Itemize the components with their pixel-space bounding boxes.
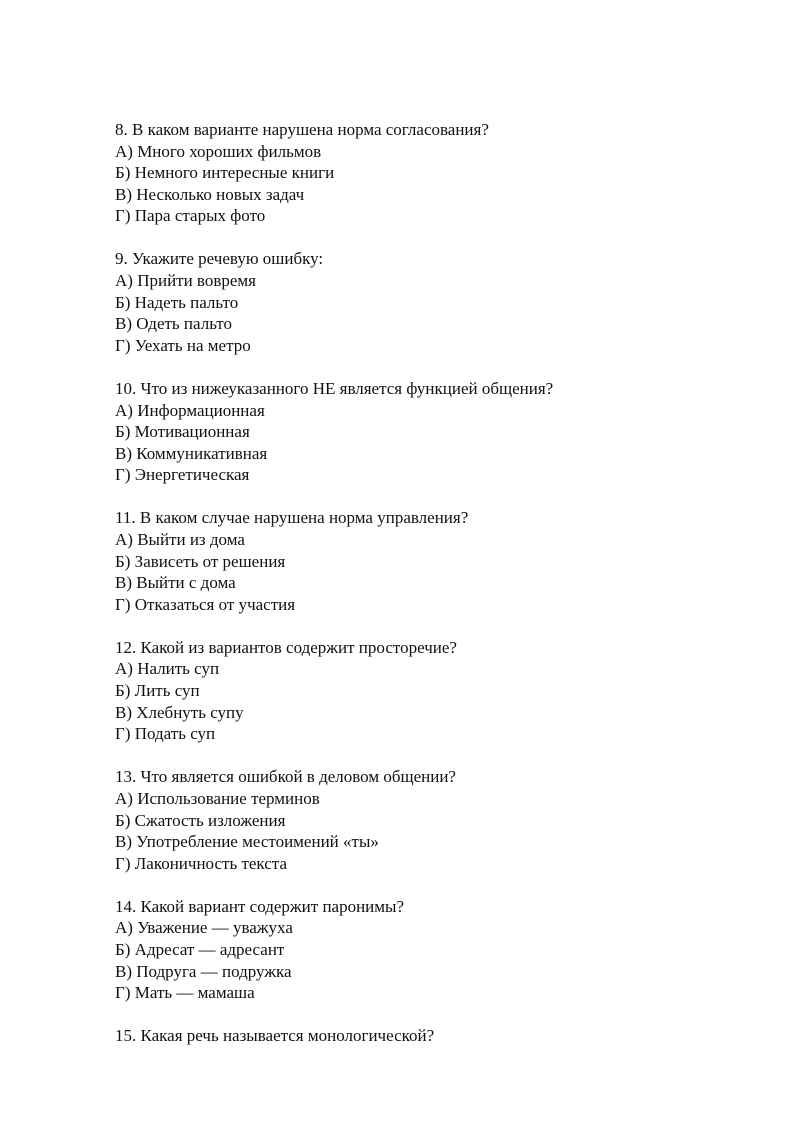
question-14 [115,896,735,1004]
answer-option-b: Б) Лить суп [115,681,200,701]
answer-option-a: А) Налить суп [115,659,220,679]
answer-option-g: Г) Уехать на метро [115,335,251,355]
question-text: 8. В каком варианте нарушена норма согласования? [115,120,489,139]
question-text: 12. Какой из вариантов содержит просторечие? [115,637,457,657]
answer-option-b: Б) Сжатость изложения [115,810,286,830]
answer-option-v: В) Коммуникативная [115,443,268,463]
answer-option-v: В) Подруга — подружка [115,961,292,981]
answer-option-a: А) Уважение — уважуха [115,918,293,938]
answer-option-b: Б) Надеть пальто [115,292,239,312]
question-text: 10. Что из нижеуказанного НЕ является функцией общения? [115,378,554,398]
question-11 [115,507,735,615]
answer-option-a: А) Информационная [115,400,265,420]
answer-option-g: Г) Лаконичность текста [115,853,287,873]
answer-option-v: В) Употребление местоимений «ты» [115,832,379,852]
question-13 [115,766,735,874]
question-text: 11. В каком случае нарушена норма управления? [115,508,469,528]
answer-option-a: А) Использование терминов [115,788,320,808]
question-15 [115,1025,735,1047]
question-8 [115,119,735,227]
answer-option-b: Б) Мотивационная [115,422,250,442]
answer-option-g: Г) Энергетическая [115,465,250,485]
question-text: 15. Какая речь называется монологической? [115,1026,435,1046]
answer-option-a: А) Прийти вовремя [115,271,256,291]
answer-option-b: Б) Немного интересные книги [115,163,335,183]
question-text: 14. Какой вариант содержит паронимы? [115,896,405,916]
answer-option-v: В) Одеть пальто [115,314,233,334]
question-9 [115,248,735,356]
answer-option-b: Б) Адресат — адресант [115,940,285,959]
answer-option-v: В) Несколько новых задач [115,184,305,204]
question-text: 13. Что является ошибкой в деловом общении? [115,767,456,787]
question-list [115,119,735,1068]
answer-option-v: В) Выйти с дома [115,573,236,593]
answer-option-g: Г) Мать — мамаша [115,983,255,1003]
answer-option-g: Г) Отказаться от участия [115,594,296,614]
question-10 [115,378,735,486]
answer-option-g: Г) Подать суп [115,724,216,744]
answer-option-v: В) Хлебнуть супу [115,702,244,722]
question-12 [115,637,735,745]
question-text: 9. Укажите речевую ошибку: [115,249,324,269]
answer-option-a: А) Много хороших фильмов [115,141,322,161]
answer-option-b: Б) Зависеть от решения [115,551,286,571]
answer-option-a: А) Выйти из дома [115,530,245,549]
answer-option-g: Г) Пара старых фото [115,206,266,226]
